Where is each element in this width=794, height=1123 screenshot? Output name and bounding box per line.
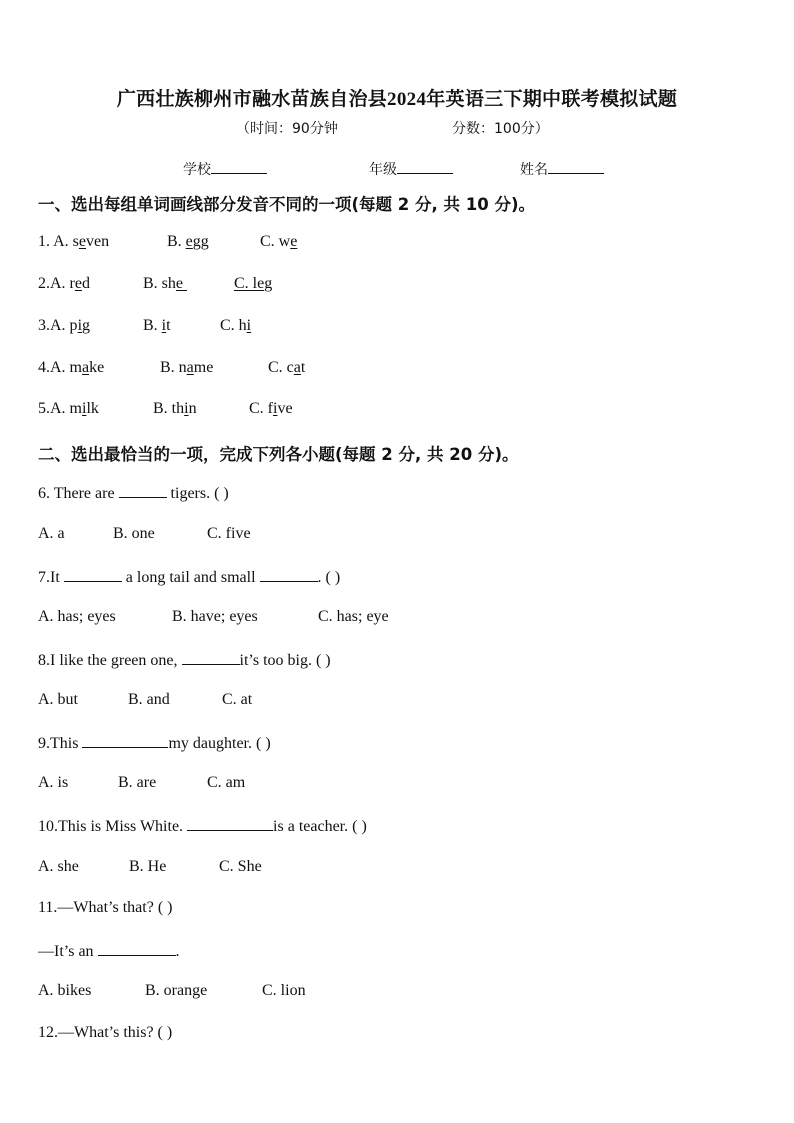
q11-option-c[interactable]: C. lion: [262, 982, 306, 999]
name-label: 姓名: [520, 162, 548, 178]
grade-field: [369, 159, 453, 179]
q7-option-c[interactable]: C. has; eye: [318, 608, 389, 625]
q5-option-b: B. thin: [153, 400, 197, 417]
school-blank[interactable]: [211, 159, 267, 174]
question-11: 11.—What’s that? ( ): [38, 899, 173, 916]
score-info: 分数：100分）: [452, 121, 549, 137]
grade-label: 年级: [369, 162, 397, 178]
q11-blank[interactable]: [98, 941, 176, 956]
question-2: 2.A. red: [38, 275, 90, 292]
q4-option-b: B. name: [160, 359, 214, 376]
name-field: [520, 159, 604, 179]
q8-option-b[interactable]: B. and: [128, 691, 170, 708]
q7-blank-1[interactable]: [64, 567, 122, 582]
q5-option-c: C. five: [249, 400, 293, 417]
section-1-heading: 一、选出每组单词画线部分发音不同的一项(每题 2 分, 共 10 分)。: [38, 195, 536, 214]
q1-option-a-pre: 1. A. s: [38, 233, 79, 250]
q11-option-b[interactable]: B. orange: [145, 982, 208, 999]
school-field: [183, 159, 267, 179]
question-5: 5.A. milk: [38, 400, 99, 417]
question-8: 8.I like the green one, it’s too big. ( ): [38, 652, 331, 669]
q8-blank[interactable]: [182, 650, 240, 665]
q2-option-b: B. she: [143, 275, 184, 292]
question-6: 6. There are tigers. ( ): [38, 485, 229, 502]
q4-option-c: C. cat: [268, 359, 306, 376]
grade-blank[interactable]: [397, 159, 453, 174]
question-3: 3.A. pig: [38, 317, 91, 334]
q9-option-b[interactable]: B. are: [118, 774, 157, 791]
question-1: [38, 233, 109, 251]
q9-blank[interactable]: [82, 733, 168, 748]
q7-option-b[interactable]: B. have; eyes: [172, 608, 258, 625]
q6-option-b[interactable]: B. one: [113, 525, 155, 542]
q10-option-b[interactable]: B. He: [129, 858, 167, 875]
name-blank[interactable]: [548, 159, 604, 174]
q1-option-a-underlined: e: [78, 233, 87, 250]
q7-blank-2[interactable]: [260, 567, 318, 582]
school-label: 学校: [183, 162, 211, 178]
q8-option-c[interactable]: C. at: [222, 691, 253, 708]
q6-blank[interactable]: [119, 483, 167, 498]
question-4: 4.A. make: [38, 359, 105, 376]
q9-option-a[interactable]: A. is: [38, 774, 69, 791]
q1-option-c: C. we: [260, 233, 298, 250]
page-title: 广西壮族柳州市融水苗族自治县2024年英语三下期中联考模拟试题: [116, 89, 678, 110]
q9-option-c[interactable]: C. am: [207, 774, 246, 791]
question-12: 12.—What’s this? ( ): [38, 1024, 173, 1041]
q1-option-b: B. egg: [167, 233, 209, 250]
question-11-answer-line: —It’s an .: [38, 943, 180, 960]
question-10: 10.This is Miss White. is a teacher. ( ): [38, 818, 367, 835]
q11-option-a[interactable]: A. bikes: [38, 982, 92, 999]
section-2-heading: 二、选出最恰当的一项，完成下列各小题(每题 2 分, 共 20 分)。: [38, 445, 519, 464]
q7-option-a[interactable]: A. has; eyes: [38, 608, 116, 625]
q10-option-c[interactable]: C. She: [219, 858, 262, 875]
q3-option-b: B. it: [143, 317, 171, 334]
q8-option-a[interactable]: A. but: [38, 691, 78, 708]
q2-option-c: C. leg: [234, 275, 273, 292]
q3-option-c: C. hi: [220, 317, 252, 334]
question-9: 9.This my daughter. ( ): [38, 735, 271, 752]
q10-blank[interactable]: [187, 816, 273, 831]
question-7: 7.It a long tail and small . ( ): [38, 569, 341, 586]
q1-option-a-rest: ven: [86, 233, 110, 250]
time-info: （时间：90分钟: [236, 121, 338, 137]
q6-option-a[interactable]: A. a: [38, 525, 65, 542]
q10-option-a[interactable]: A. she: [38, 858, 79, 875]
q6-option-c[interactable]: C. five: [207, 525, 251, 542]
